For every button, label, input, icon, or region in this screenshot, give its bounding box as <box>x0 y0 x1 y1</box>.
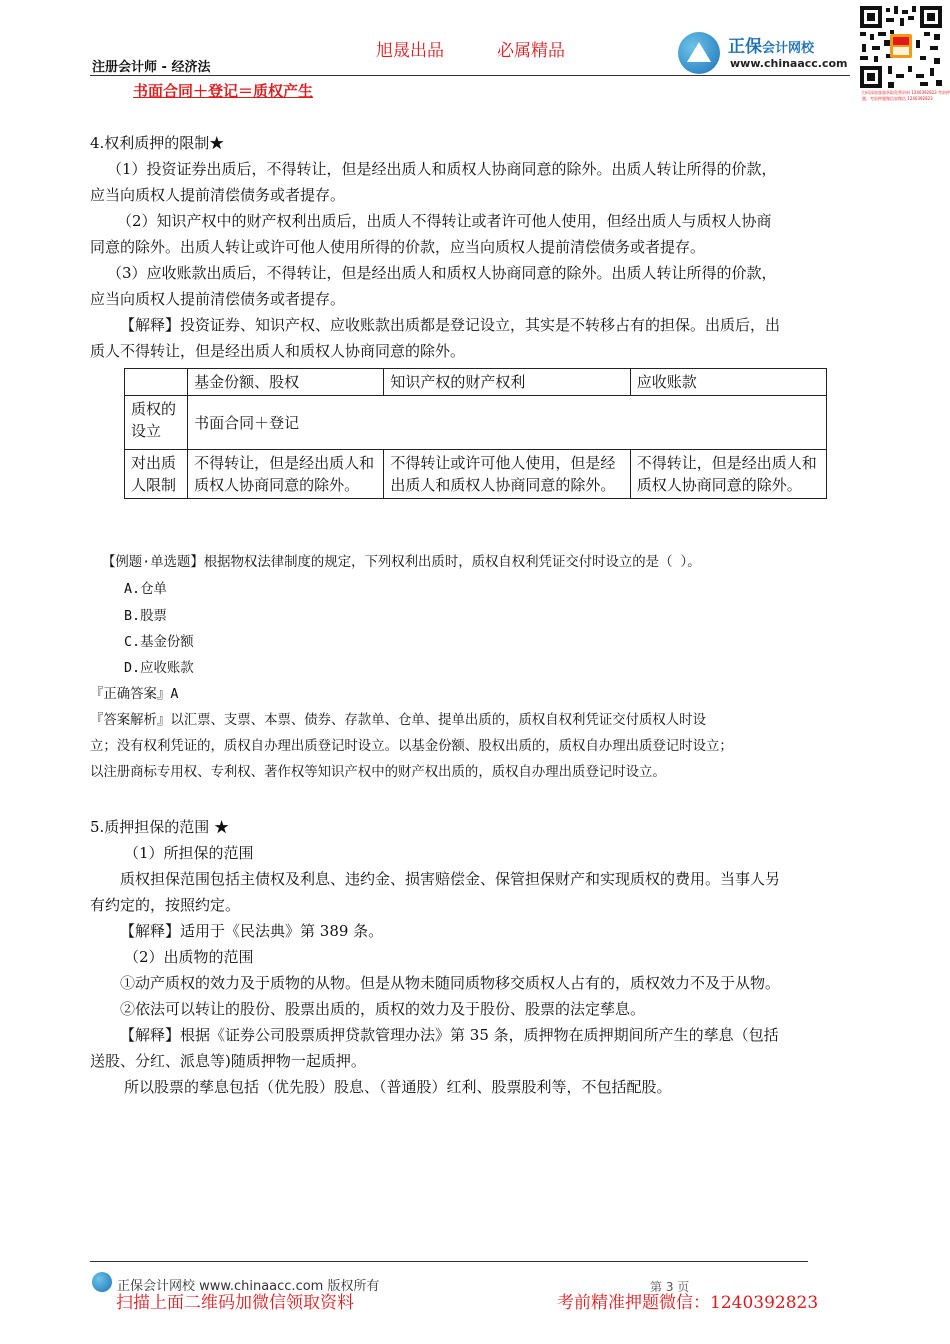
option-item: A.仓单 <box>124 582 167 597</box>
section5-line: （2）出质物的范围 <box>124 948 254 966</box>
section4-line: 应当向质权人提前清偿债务或者提存。 <box>90 186 346 204</box>
option-item: C.基金份额 <box>124 635 194 650</box>
page-number: 第 3 页 <box>650 1280 690 1294</box>
section5-line: 质权担保范围包括主债权及利息、违约金、损害赔偿金、保管担保财产和实现质权的费用。当事人另 <box>120 870 781 888</box>
section5-heading: 5.质押担保的范围 ★ <box>90 818 230 836</box>
option-item: B.股票 <box>124 609 167 624</box>
section5-explanation: 【解释】适用于《民法典》第 389 条。 <box>120 922 384 940</box>
footer-promo-right: 考前精准押题微信：1240392823 <box>557 1293 819 1313</box>
answer-analysis: 『答案解析』以汇票、支票、本票、债券、存款单、仓单、提单出质的，质权自权利凭证交付质权人时设 <box>90 713 706 728</box>
logo-icon <box>678 32 720 74</box>
section5-line: （1）所担保的范围 <box>124 844 254 862</box>
header-slogan-left: 旭晟出品 <box>376 41 444 61</box>
footer-divider <box>90 1261 808 1262</box>
table-row <box>125 396 827 450</box>
section4-line: 应当向质权人提前清偿债务或者提存。 <box>90 290 346 308</box>
table-row-label: 对出质人限制 <box>125 450 188 499</box>
footer-copyright: 正保会计网校 www.chinaacc.com 版权所有 <box>117 1279 380 1294</box>
header-slogan-right: 必属精品 <box>497 41 565 61</box>
table-row-label: 质权的设立 <box>125 396 188 450</box>
section4-line: （2）知识产权中的财产权利出质后，出质人不得转让或者许可他人使用，但经出质人与质权人协商 <box>117 212 772 230</box>
section4-line: 同意的除外。出质人转让或许可他人使用所得的价款，应当向质权人提前清偿债务或者提存。 <box>90 238 706 256</box>
example-question: 【例题·单选题】根据物权法律制度的规定，下列权利出质时，质权自权利凭证交付时设立的是（ ）。 <box>102 555 701 570</box>
option-item: D.应收账款 <box>124 661 194 676</box>
section5-line: ②依法可以转让的股份、股票出质的，质权的效力及于股份、股票的法定孳息。 <box>120 1000 646 1018</box>
section5-explanation: 【解释】根据《证券公司股票质押贷款管理办法》第 35 条，质押物在质押期间所产生的孳息（包括 <box>120 1026 779 1044</box>
section4-line: （1）投资证券出质后，不得转让，但是经出质人和质权人协商同意的除外。出质人转让所得的价款， <box>107 160 777 178</box>
section4-explanation: 质人不得转让，但是经出质人和质权人协商同意的除外。 <box>90 342 466 360</box>
pledge-comparison-table <box>124 368 827 499</box>
table-header-row <box>125 369 827 396</box>
table-cell: 不得转让或许可他人使用，但是经出质人和质权人协商同意的除外。 <box>384 450 630 499</box>
section5-line: 所以股票的孳息包括（优先股）股息、（普通股）红利、股票股利等，不包括配股。 <box>124 1078 672 1096</box>
course-title: 注册会计师 - 经济法 <box>92 60 211 75</box>
table-header-cell: 知识产权的财产权利 <box>384 369 630 396</box>
qr-caption: 扫码添加客服获取免费资料 1240392823 考前押题，考前押题微信加微信 1240392823 <box>862 90 950 101</box>
footer-promo-left: 扫描上面二维码加微信领取资料 <box>116 1293 354 1313</box>
section4-heading: 4.权利质押的限制★ <box>90 134 225 152</box>
table-cell: 不得转让，但是经出质人和质权人协商同意的除外。 <box>188 450 384 499</box>
answer-analysis: 以注册商标专用权、专利权、著作权等知识产权中的财产权出质的，质权自办理出质登记时设立。 <box>90 765 666 780</box>
brand-logo <box>678 30 858 76</box>
table-cell: 书面合同＋登记 <box>188 396 827 450</box>
section5-line: 送股、分红、派息等)随质押物一起质押。 <box>90 1052 366 1070</box>
section5-line: ①动产质权的效力及于质物的从物。但是从物未随同质物移交质权人占有的，质权效力不及于从物。 <box>120 974 781 992</box>
section4-explanation: 【解释】投资证券、知识产权、应收账款出质都是登记设立，其实是不转移占有的担保。出质后，出 <box>120 316 781 334</box>
footer-logo-icon <box>92 1272 112 1292</box>
logo-text: 正保会计网校 <box>728 37 815 57</box>
top-line-formula: 书面合同＋登记＝质权产生 <box>133 82 314 100</box>
table-cell: 不得转让，但是经出质人和质权人协商同意的除外。 <box>630 450 826 499</box>
answer-analysis: 立；没有权利凭证的，质权自办理出质登记时设立。以基金份额、股权出质的，质权自办理出质登记时设立； <box>90 739 733 754</box>
table-row <box>125 450 827 499</box>
qr-code-icon <box>858 4 944 90</box>
table-header-cell: 应收账款 <box>630 369 826 396</box>
table-header-cell <box>125 369 188 396</box>
logo-url: www.chinaacc.com <box>730 57 848 70</box>
section5-line: 有约定的，按照约定。 <box>90 896 241 914</box>
section4-line: （3）应收账款出质后，不得转让，但是经出质人和质权人协商同意的除外。出质人转让所得的价款， <box>107 264 777 282</box>
table-header-cell: 基金份额、股权 <box>188 369 384 396</box>
correct-answer: 『正确答案』A <box>90 687 179 702</box>
